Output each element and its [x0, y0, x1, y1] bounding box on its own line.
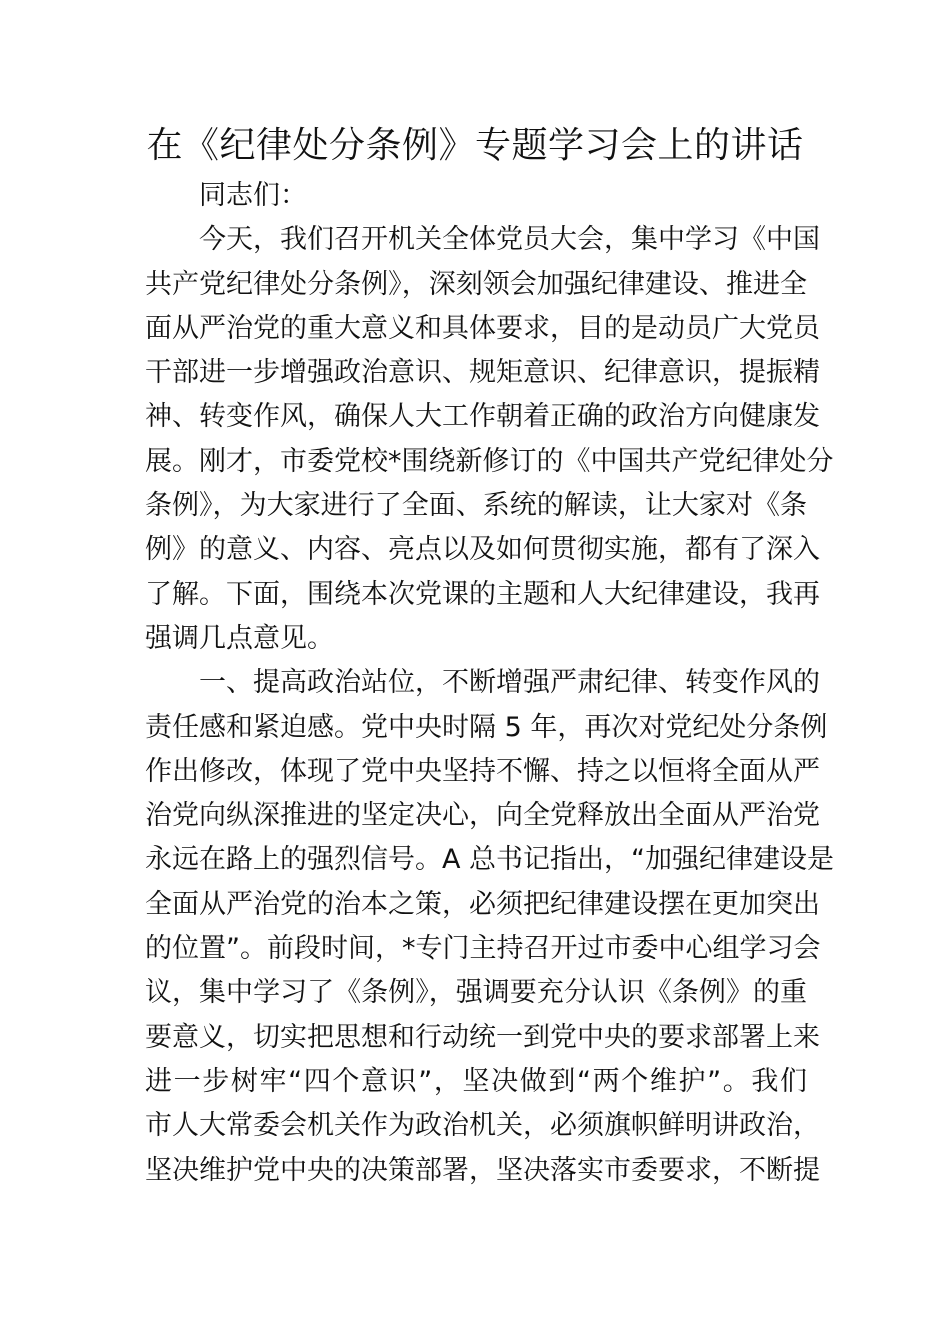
paragraph-line: 展。刚才，市委党校*围绕新修订的《中国共产党纪律处分 — [145, 445, 834, 477]
paragraph-line: 条例》，为大家进行了全面、系统的解读，让大家对《条 — [145, 490, 807, 522]
paragraph-line: 面从严治党的重大意义和具体要求，目的是动员广大党员 — [145, 312, 820, 344]
document-title: 在《纪律处分条例》专题学习会上的讲话 — [146, 125, 804, 166]
paragraph-line: 责任感和紧迫感。党中央时隔 5 年，再次对党纪处分条例 — [145, 711, 828, 743]
paragraph-line: 了解。下面，围绕本次党课的主题和人大纪律建设，我再 — [145, 578, 820, 610]
paragraph-line: 的位置”。前段时间，*专门主持召开过市委中心组学习会 — [145, 933, 821, 965]
salutation-line: 同志们： — [199, 180, 307, 211]
paragraph-line: 进一步树牢“四个意识”，坚决做到“两个维护”。我们 — [145, 1065, 807, 1097]
paragraph-line: 作出修改，体现了党中央坚持不懈、持之以恒将全面从严 — [145, 755, 820, 787]
paragraph-line: 干部进一步增强政治意识、规矩意识、纪律意识，提振精 — [145, 357, 820, 389]
paragraph-line: 强调几点意见。 — [145, 622, 334, 654]
paragraph-line: 神、转变作风，确保人大工作朝着正确的政治方向健康发 — [145, 401, 820, 433]
paragraph-line: 全面从严治党的治本之策，必须把纪律建设摆在更加突出 — [145, 888, 820, 920]
paragraph-line: 共产党纪律处分条例》，深刻领会加强纪律建设、推进全 — [145, 268, 807, 300]
paragraph-line: 例》的意义、内容、亮点以及如何贯彻实施，都有了深入 — [145, 534, 820, 566]
paragraph-line: 永远在路上的强烈信号。A 总书记指出，“加强纪律建设是 — [145, 844, 835, 876]
paragraph-line: 市人大常委会机关作为政治机关，必须旗帜鲜明讲政治， — [145, 1110, 820, 1142]
paragraph-line: 坚决维护党中央的决策部署，坚决落实市委要求，不断提 — [145, 1154, 820, 1186]
document-body — [145, 174, 835, 1193]
paragraph-line: 议，集中学习了《条例》，强调要充分认识《条例》的重 — [145, 977, 807, 1009]
paragraph-line: 要意义，切实把思想和行动统一到党中央的要求部署上来 — [145, 1021, 820, 1053]
paragraph-line: 治党向纵深推进的坚定决心，向全党释放出全面从严治党 — [145, 800, 820, 832]
paragraph-line: 今天，我们召开机关全体党员大会，集中学习《中国 — [199, 224, 820, 256]
section-heading-line: 一、提高政治站位，不断增强严肃纪律、转变作风的 — [199, 667, 820, 699]
